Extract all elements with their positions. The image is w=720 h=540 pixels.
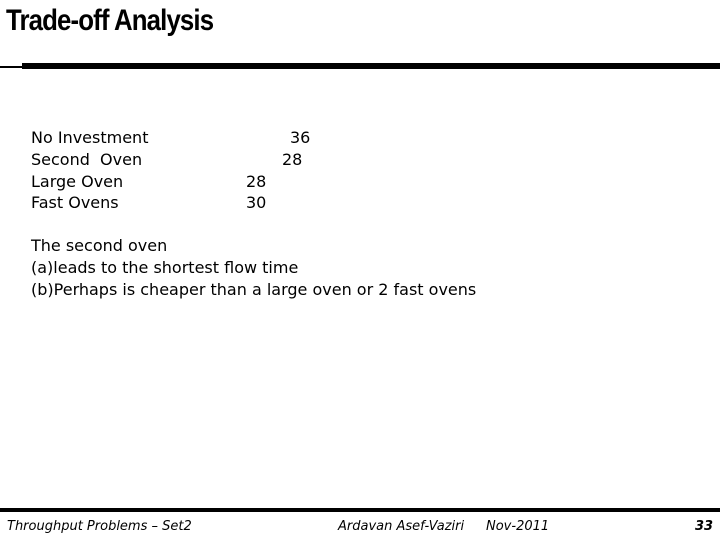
option-value-fast-ovens: 30	[246, 193, 267, 212]
slide-title: Trade-off Analysis	[6, 4, 214, 37]
option-value-no-investment: 36	[290, 128, 311, 147]
footer-rule	[0, 508, 720, 512]
conclusion-point-b: (b)Perhaps is cheaper than a large oven or 2 fast ovens	[31, 280, 477, 299]
footer-date: Nov-2011	[486, 519, 550, 534]
option-label-no-investment: No Investment	[31, 128, 149, 147]
footer-page-number: 33	[695, 519, 714, 534]
conclusion-point-a: (a)leads to the shortest flow time	[31, 258, 299, 277]
footer-author: Ardavan Asef-Vaziri	[338, 519, 465, 534]
title-underline-left	[0, 66, 22, 68]
conclusion-intro: The second oven	[31, 236, 168, 255]
option-label-large-oven: Large Oven	[31, 172, 124, 191]
option-value-large-oven: 28	[246, 172, 267, 191]
option-label-second-oven: Second Oven	[31, 150, 143, 169]
conclusion-block	[31, 235, 476, 301]
option-value-second-oven: 28	[282, 150, 303, 169]
title-underline	[22, 63, 720, 69]
option-label-fast-ovens: Fast Ovens	[31, 193, 119, 212]
footer-course: Throughput Problems – Set2	[7, 519, 192, 534]
